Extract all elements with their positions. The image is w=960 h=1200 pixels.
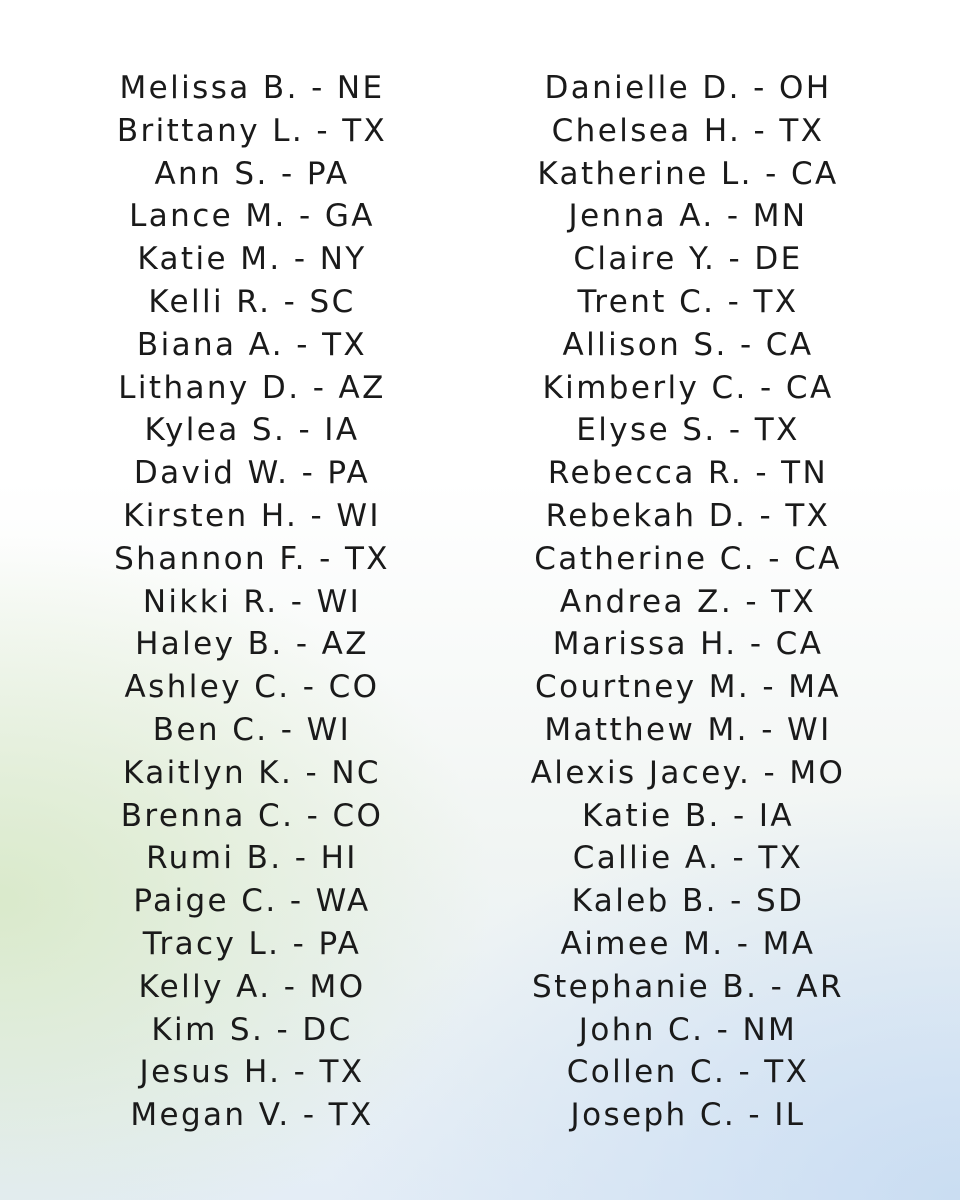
name-entry: Rebecca R. - TN	[547, 455, 829, 492]
right-name-column	[478, 67, 898, 1137]
name-entry: Shannon F. - TX	[114, 540, 390, 577]
name-entry: Brittany L. - TX	[116, 112, 388, 149]
name-entry: Kirsten H. - WI	[123, 497, 381, 534]
name-entry: Melissa B. - NE	[119, 70, 385, 106]
left-name-column	[42, 67, 462, 1137]
name-entry: Ashley C. - CO	[124, 669, 380, 706]
name-entry: Allison S. - CA	[562, 326, 814, 363]
name-entry: Megan V. - TX	[130, 1097, 374, 1134]
name-entry: Tracy L. - PA	[142, 925, 362, 962]
name-entry: Jenna A. - MN	[568, 198, 808, 235]
name-entry: Danielle D. - OH	[544, 70, 832, 106]
name-entry: Nikki R. - WI	[142, 583, 362, 620]
name-entry: Kaleb B. - SD	[571, 883, 805, 920]
name-entry: Katie B. - IA	[581, 797, 795, 834]
name-entry: Haley B. - AZ	[135, 626, 369, 663]
name-entry: Elyse S. - TX	[576, 412, 800, 449]
name-entry: Matthew M. - WI	[544, 711, 832, 748]
name-entry: Aimee M. - MA	[560, 925, 816, 962]
name-entry: Kaitlyn K. - NC	[123, 754, 381, 791]
name-entry: Jesus H. - TX	[139, 1054, 365, 1091]
name-entry: Lithany D. - AZ	[118, 369, 386, 406]
name-entry: Callie A. - TX	[572, 840, 804, 877]
name-entry: Kylea S. - IA	[144, 412, 360, 449]
name-entry: Katie M. - NY	[137, 241, 367, 278]
name-entry: Andrea Z. - TX	[559, 583, 817, 620]
name-entry: Marissa H. - CA	[552, 626, 824, 663]
name-entry: Courtney M. - MA	[535, 669, 841, 706]
name-entry: Kelli R. - SC	[148, 283, 356, 320]
name-entry: Trent C. - TX	[577, 283, 799, 320]
name-entry: Chelsea H. - TX	[551, 112, 825, 149]
name-entry: Collen C. - TX	[566, 1054, 810, 1091]
name-entry: Joseph C. - IL	[570, 1097, 806, 1134]
name-entry: Paige C. - WA	[133, 883, 371, 920]
name-entry: Brenna C. - CO	[120, 797, 384, 834]
name-entry: Ben C. - WI	[152, 711, 352, 748]
name-entry: Rebekah D. - TX	[545, 497, 831, 534]
name-entry: Kim S. - DC	[151, 1011, 353, 1048]
name-entry: Lance M. - GA	[129, 198, 375, 235]
name-entry: Ann S. - PA	[154, 155, 350, 192]
name-entry: Stephanie B. - AR	[532, 968, 844, 1005]
name-entry: Kelly A. - MO	[138, 968, 366, 1005]
name-entry: Catherine C. - CA	[534, 540, 842, 577]
name-entry: Katherine L. - CA	[537, 155, 839, 192]
name-entry: Rumi B. - HI	[146, 840, 358, 877]
name-entry: Alexis Jacey. - MO	[530, 754, 846, 791]
name-entry: John C. - NM	[578, 1011, 798, 1048]
name-entry: Biana A. - TX	[136, 326, 368, 363]
name-entry: David W. - PA	[133, 455, 371, 492]
name-entry: Kimberly C. - CA	[542, 369, 834, 406]
name-entry: Claire Y. - DE	[573, 241, 803, 278]
